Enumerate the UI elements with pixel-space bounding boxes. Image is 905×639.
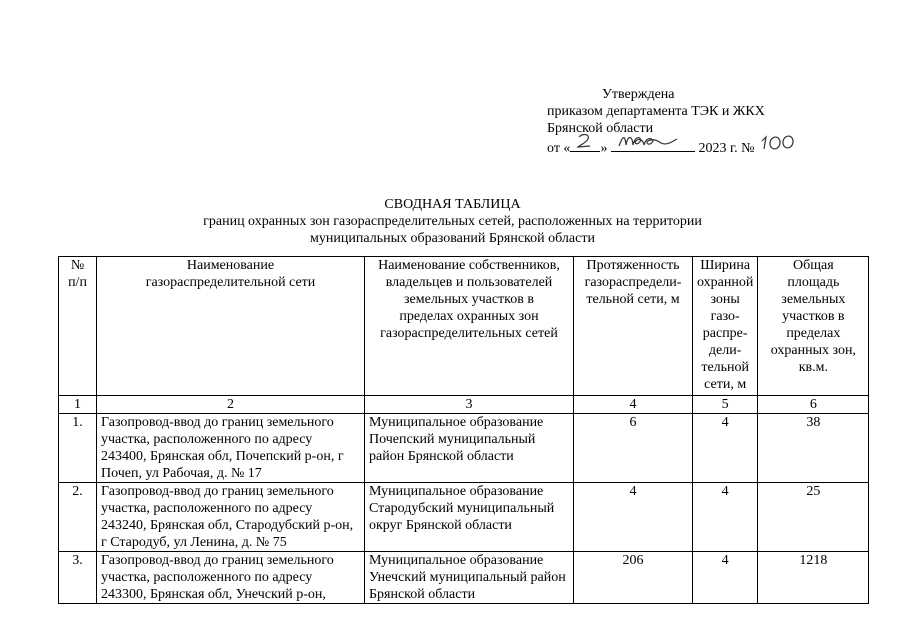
date-year: 2023 г. — [698, 141, 738, 156]
approval-block — [547, 86, 867, 154]
header-line: Общая — [793, 258, 834, 273]
header-line: Ширина — [700, 258, 751, 273]
row-owner: Муниципальное образование Почепский муниципальный район Брянской области — [365, 414, 574, 483]
approval-date-line — [547, 137, 867, 154]
column-number: 3 — [365, 396, 574, 414]
header-line: № — [70, 258, 85, 273]
header-line: охранных зон, — [770, 343, 856, 358]
row-area: 25 — [758, 483, 869, 552]
row-length: 206 — [574, 552, 693, 604]
header-line: дели- — [708, 343, 742, 358]
table-row — [59, 483, 869, 552]
row-owner: Муниципальное образование Унечский муниципальный район Брянской области — [365, 552, 574, 604]
row-length: 4 — [574, 483, 693, 552]
boundaries-table — [58, 256, 869, 604]
date-prefix: от « — [547, 141, 571, 156]
header-line: Наименование — [186, 258, 275, 273]
header-line: тельной сети, м — [586, 292, 680, 307]
header-line: участков в — [782, 309, 845, 324]
number-label: № — [741, 141, 755, 156]
header-line: газо- — [710, 309, 740, 324]
table-header-row — [59, 257, 869, 396]
header-line: владельцев и пользователей — [385, 275, 553, 290]
header-line: Протяженность — [586, 258, 680, 273]
date-month-blank — [611, 137, 695, 152]
row-network: Газопровод-ввод до границ земельного участка, расположенного по адресу 243400, Брянская обл, Почепский р-он, г Почеп, ул Рабочая, д. № 17 — [97, 414, 365, 483]
header-network — [97, 257, 365, 396]
row-width: 4 — [693, 552, 758, 604]
title-main: СВОДНАЯ ТАБЛИЦА — [384, 197, 521, 212]
handwritten-day — [570, 131, 600, 151]
title-subtitle-1: границ охранных зон газораспределительных сетей, расположенных на территории — [203, 214, 702, 229]
date-mid: » — [600, 141, 608, 156]
header-line: п/п — [68, 275, 87, 290]
table-row — [59, 414, 869, 483]
header-line: кв.м. — [798, 360, 828, 375]
order-number — [758, 138, 800, 152]
document-title — [0, 196, 905, 247]
handwritten-month — [611, 131, 695, 151]
row-num: 3. — [59, 552, 97, 604]
header-num — [59, 257, 97, 396]
header-line: площадь — [787, 275, 840, 290]
header-line: газораспределительных сетей — [380, 326, 558, 341]
approval-title: Утверждена — [602, 87, 675, 102]
header-line: тельной — [701, 360, 750, 375]
header-line: Наименование собственников, — [378, 258, 560, 273]
column-number: 1 — [59, 396, 97, 414]
header-line: сети, м — [704, 377, 747, 392]
row-num: 2. — [59, 483, 97, 552]
title-subtitle-2: муниципальных образований Брянской области — [310, 231, 595, 246]
column-number: 4 — [574, 396, 693, 414]
date-day-blank — [570, 137, 600, 152]
header-line: газораспредели- — [584, 275, 682, 290]
row-network: Газопровод-ввод до границ земельного участка, расположенного по адресу 243240, Брянская обл, Стародубский р-он, г Стародуб, ул Ленина, д. № 75 — [97, 483, 365, 552]
header-length — [574, 257, 693, 396]
header-line: пределах — [786, 326, 841, 341]
header-line: распре- — [702, 326, 748, 341]
header-line: зоны — [710, 292, 740, 307]
table-row — [59, 552, 869, 604]
row-network: Газопровод-ввод до границ земельного участка, расположенного по адресу 243300, Брянская обл, Унечский р-он, — [97, 552, 365, 604]
header-area — [758, 257, 869, 396]
row-width: 4 — [693, 414, 758, 483]
header-line: охранной — [697, 275, 754, 290]
row-length: 6 — [574, 414, 693, 483]
header-line: земельных — [781, 292, 846, 307]
row-owner: Муниципальное образование Стародубский муниципальный округ Брянской области — [365, 483, 574, 552]
header-width — [693, 257, 758, 396]
row-area: 38 — [758, 414, 869, 483]
row-width: 4 — [693, 483, 758, 552]
column-number-row — [59, 396, 869, 414]
column-number: 5 — [693, 396, 758, 414]
handwritten-number — [758, 132, 800, 152]
header-line: земельных участков в — [404, 292, 534, 307]
column-number: 6 — [758, 396, 869, 414]
header-line: газораспределительной сети — [145, 275, 316, 290]
column-number: 2 — [97, 396, 365, 414]
approval-order: приказом департамента ТЭК и ЖКХ — [547, 104, 765, 119]
header-owner — [365, 257, 574, 396]
row-area: 1218 — [758, 552, 869, 604]
row-num: 1. — [59, 414, 97, 483]
approval-region: Брянской области — [547, 121, 654, 136]
header-line: пределах охранных зон — [399, 309, 539, 324]
